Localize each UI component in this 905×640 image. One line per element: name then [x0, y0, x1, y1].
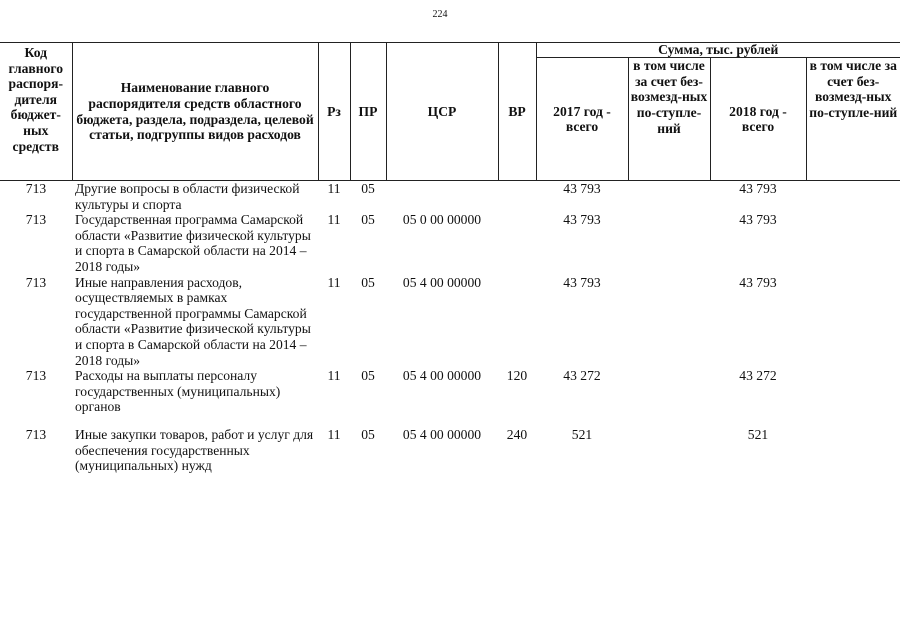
cell-code: 713: [25, 274, 47, 290]
cell-csr: 05 4 00 00000: [402, 274, 482, 290]
header-2017-total: 2017 год - всего: [536, 58, 628, 181]
cell-2017-free: [628, 212, 710, 274]
table-row: [0, 415, 900, 474]
cell-rz: 11: [327, 212, 341, 228]
cell-2017-total: 43 793: [563, 212, 601, 228]
header-name: Наименование главного распорядителя средств областного бюджета, раздела, подраздела, целевой статьи, подгруппы видов расходов: [72, 43, 318, 181]
cell-rz: 11: [327, 274, 341, 290]
cell-rz: 11: [327, 181, 341, 196]
cell-2017-total: 43 793: [563, 181, 601, 196]
header-2017-free: в том числе за счет без-возмезд-ных по-ступле-ний: [628, 58, 710, 181]
cell-2018-free: [806, 415, 900, 474]
cell-vr: [498, 181, 536, 213]
cell-2018-free: [806, 212, 900, 274]
cell-code: 713: [25, 368, 47, 384]
table-row: [0, 181, 900, 213]
cell-2017-free: [628, 415, 710, 474]
cell-pr: 05: [361, 426, 375, 442]
budget-table: [0, 42, 900, 474]
cell-name: Иные закупки товаров, работ и услуг для обеспечения государственных (муниципальных) нужд: [75, 426, 314, 474]
cell-2017-total: 43 793: [563, 274, 601, 290]
cell-code: 713: [25, 212, 47, 228]
cell-csr: 05 0 00 00000: [402, 212, 482, 228]
cell-2018-free: [806, 368, 900, 415]
cell-pr: 05: [361, 368, 375, 384]
header-pr: ПР: [350, 43, 386, 181]
cell-code: 713: [25, 426, 47, 442]
cell-2017-total: 43 272: [563, 368, 601, 384]
page-number: 224: [432, 9, 448, 20]
table-body: [0, 181, 900, 474]
cell-name: Расходы на выплаты персоналу государственных (муниципальных) органов: [75, 368, 281, 415]
cell-2018-free: [806, 181, 900, 213]
cell-2018-total: 43 793: [739, 181, 777, 196]
cell-2017-total: 521: [571, 426, 593, 442]
cell-2018-total: 521: [747, 426, 769, 442]
table-row: [0, 212, 900, 274]
cell-name: Другие вопросы в области физической культуры и спорта: [75, 181, 300, 212]
cell-rz: 11: [327, 426, 341, 442]
header-rz: Рз: [318, 43, 350, 181]
cell-rz: 11: [327, 368, 341, 384]
cell-2018-total: 43 793: [739, 212, 777, 228]
cell-2018-free: [806, 275, 900, 369]
cell-vr: 240: [506, 426, 528, 442]
header-vr: ВР: [498, 43, 536, 181]
cell-csr: 05 4 00 00000: [402, 368, 482, 384]
table-row: [0, 275, 900, 369]
header-sum-group: Сумма, тыс. рублей: [536, 43, 900, 58]
table-row: [0, 368, 900, 415]
cell-pr: 05: [361, 181, 375, 196]
cell-vr: [498, 275, 536, 369]
cell-name: Государственная программа Самарской области «Развитие физической культуры и спорта в Самарской области на 2014 – 2018 годы»: [75, 212, 311, 274]
cell-name: Иные направления расходов, осуществляемых в рамках государственной программы Самарской области «Развитие физической культуры и спорта в Самарской области на 2014 – 2018 годы»: [75, 274, 311, 368]
header-2018-free: в том числе за счет без-возмезд-ных по-ступле-ний: [806, 58, 900, 181]
cell-vr: 120: [506, 368, 528, 384]
cell-pr: 05: [361, 212, 375, 228]
cell-2017-free: [628, 275, 710, 369]
header-2018-total: 2018 год - всего: [710, 58, 806, 181]
cell-csr: [386, 181, 498, 213]
header-csr: ЦСР: [386, 43, 498, 181]
cell-2017-free: [628, 181, 710, 213]
cell-csr: 05 4 00 00000: [402, 426, 482, 442]
cell-2017-free: [628, 368, 710, 415]
header-code: Код главного распоря-дителя бюджет-ных средств: [0, 43, 72, 181]
cell-2018-total: 43 793: [739, 274, 777, 290]
cell-code: 713: [25, 181, 47, 196]
table-header: [0, 43, 900, 181]
cell-pr: 05: [361, 274, 375, 290]
cell-vr: [498, 212, 536, 274]
cell-2018-total: 43 272: [739, 368, 777, 384]
